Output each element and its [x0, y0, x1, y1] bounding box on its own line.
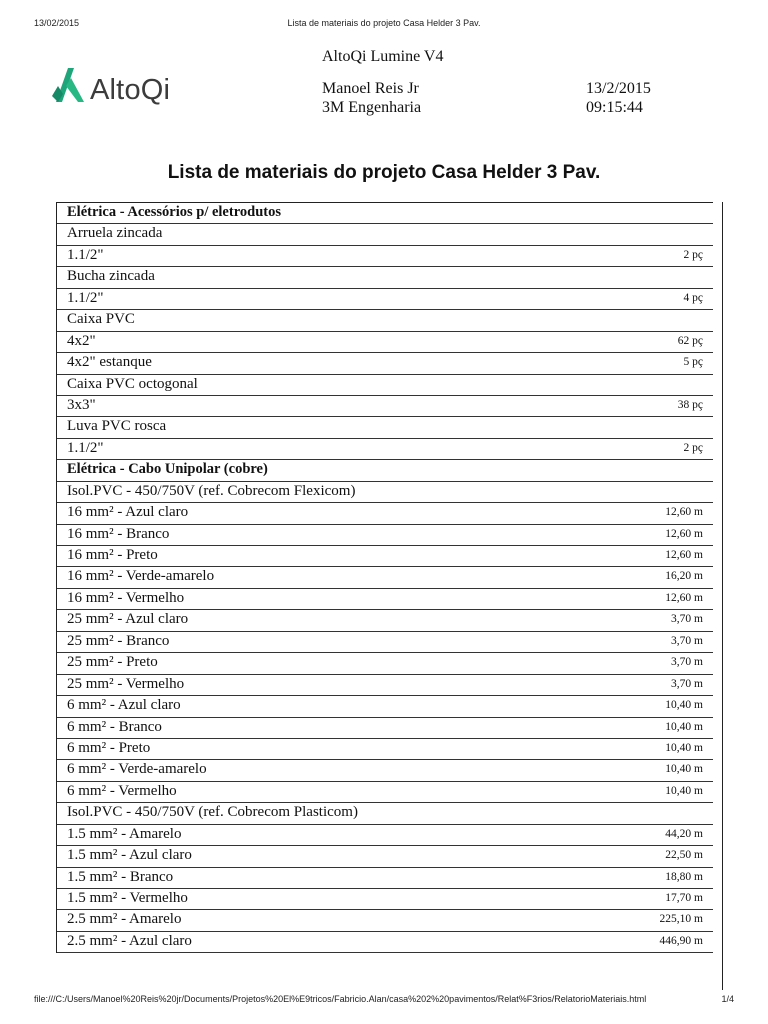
print-footer: [0, 994, 768, 1010]
table-row: [57, 353, 713, 374]
page-number: 1/4: [721, 994, 734, 1004]
row-name: 2.5 mm² - Azul claro: [67, 932, 192, 949]
row-quantity: 16,20 m: [665, 570, 703, 583]
row-name: Isol.PVC - 450/750V (ref. Cobrecom Plasticom): [67, 804, 358, 821]
table-row: [57, 846, 713, 867]
table-row: [57, 760, 713, 781]
row-quantity: 446,90 m: [659, 934, 703, 947]
table-row: [57, 567, 713, 588]
row-name: Elétrica - Cabo Unipolar (cobre): [67, 461, 268, 478]
row-quantity: 5 pç: [683, 356, 703, 369]
group-row: [57, 375, 713, 396]
row-name: Caixa PVC: [67, 311, 135, 328]
row-name: 4x2" estanque: [67, 354, 152, 371]
materials-table: [56, 202, 713, 953]
row-quantity: 3,70 m: [671, 613, 703, 626]
row-name: 6 mm² - Vermelho: [67, 782, 177, 799]
row-name: Arruela zincada: [67, 225, 163, 242]
row-quantity: 10,40 m: [665, 763, 703, 776]
row-quantity: 38 pç: [677, 398, 703, 411]
row-quantity: 2 pç: [683, 248, 703, 261]
print-date: 13/02/2015: [34, 18, 80, 28]
table-row: [57, 439, 713, 460]
row-name: 16 mm² - Vermelho: [67, 589, 185, 606]
row-name: Isol.PVC - 450/750V (ref. Cobrecom Flexicom): [67, 482, 356, 499]
table-row: [57, 675, 713, 696]
altoqi-logo-icon: [52, 66, 88, 106]
table-row: [57, 289, 713, 310]
row-quantity: 12,60 m: [665, 549, 703, 561]
group-row: [57, 417, 713, 438]
table-row: [57, 589, 713, 610]
row-quantity: 17,70 m: [665, 892, 703, 904]
group-row: [57, 224, 713, 245]
row-quantity: 10,40 m: [665, 784, 703, 797]
row-name: 16 mm² - Azul claro: [67, 504, 189, 521]
table-row: [57, 910, 713, 931]
row-name: 25 mm² - Azul claro: [67, 611, 189, 628]
row-quantity: 12,60 m: [665, 591, 703, 604]
row-name: 6 mm² - Branco: [67, 718, 162, 735]
group-row: [57, 482, 713, 503]
row-quantity: 62 pç: [677, 334, 703, 347]
row-quantity: 44,20 m: [665, 827, 703, 840]
table-row: [57, 546, 713, 567]
product-name: AltoQi Lumine V4: [322, 48, 444, 65]
row-name: Elétrica - Acessórios p/ eletrodutos: [67, 204, 281, 220]
row-name: 16 mm² - Verde-amarelo: [67, 568, 215, 585]
row-quantity: 3,70 m: [671, 656, 703, 669]
row-name: 1.5 mm² - Azul claro: [67, 847, 192, 864]
logo-text: AltoQi: [90, 74, 171, 106]
row-quantity: 10,40 m: [665, 699, 703, 712]
company-name: 3M Engenharia: [322, 99, 422, 116]
table-row: [57, 696, 713, 717]
row-name: 1.1/2": [67, 246, 104, 263]
group-row: [57, 267, 713, 288]
category-row: [57, 460, 713, 481]
table-row: [57, 610, 713, 631]
table-right-border: [722, 202, 723, 990]
row-quantity: 18,80 m: [665, 870, 703, 883]
row-quantity: 12,60 m: [665, 506, 703, 519]
row-name: 1.1/2": [67, 439, 104, 456]
row-name: 25 mm² - Vermelho: [67, 675, 185, 692]
row-name: 1.5 mm² - Amarelo: [67, 825, 182, 842]
table-row: [57, 868, 713, 889]
print-header: [0, 0, 768, 28]
row-quantity: 3,70 m: [671, 677, 703, 690]
row-name: 3x3": [67, 396, 96, 413]
row-name: 16 mm² - Branco: [67, 525, 170, 542]
report-date: 13/2/2015: [586, 80, 651, 97]
table-row: [57, 396, 713, 417]
row-quantity: 225,10 m: [659, 913, 703, 926]
row-quantity: 3,70 m: [671, 634, 703, 647]
row-name: 25 mm² - Preto: [67, 654, 158, 671]
report-time: 09:15:44: [586, 99, 643, 116]
group-row: [57, 310, 713, 331]
table-row: [57, 332, 713, 353]
table-row: [57, 889, 713, 910]
table-row: [57, 525, 713, 546]
row-quantity: 10,40 m: [665, 741, 703, 754]
table-row: [57, 932, 713, 953]
row-name: 4x2": [67, 332, 96, 349]
altoqi-logo: [52, 66, 192, 106]
row-name: 6 mm² - Preto: [67, 739, 151, 756]
row-quantity: 12,60 m: [665, 527, 703, 540]
table-row: [57, 632, 713, 653]
row-name: 6 mm² - Azul claro: [67, 697, 181, 714]
table-row: [57, 503, 713, 524]
table-row: [57, 782, 713, 803]
row-quantity: 2 pç: [683, 441, 703, 454]
print-title: Lista de materiais do projeto Casa Helder 3 Pav.: [287, 18, 481, 28]
row-quantity: 10,40 m: [665, 720, 703, 733]
row-name: 1.1/2": [67, 289, 104, 306]
user-name: Manoel Reis Jr: [322, 80, 419, 97]
row-name: 25 mm² - Branco: [67, 632, 170, 649]
document-title: Lista de materiais do projeto Casa Helder 3 Pav.: [167, 162, 601, 183]
row-name: 2.5 mm² - Amarelo: [67, 911, 182, 928]
table-row: [57, 718, 713, 739]
row-quantity: 22,50 m: [665, 849, 703, 862]
row-name: 1.5 mm² - Branco: [67, 868, 174, 885]
row-name: 1.5 mm² - Vermelho: [67, 890, 188, 906]
row-name: 16 mm² - Preto: [67, 547, 158, 563]
row-name: 6 mm² - Verde-amarelo: [67, 761, 207, 778]
table-row: [57, 246, 713, 267]
print-url: file:///C:/Users/Manoel%20Reis%20jr/Documents/Projetos%20El%E9tricos/Fabricio.Alan/casa%202%20pavimentos/Relat%F3rios/RelatorioMateriais.html: [34, 994, 647, 1004]
table-row: [57, 739, 713, 760]
category-row: [57, 203, 713, 224]
table-row: [57, 825, 713, 846]
row-name: Bucha zincada: [67, 268, 155, 285]
row-name: Luva PVC rosca: [67, 418, 167, 435]
table-row: [57, 653, 713, 674]
row-quantity: 4 pç: [683, 291, 703, 304]
row-name: Caixa PVC octogonal: [67, 375, 198, 392]
group-row: [57, 803, 713, 824]
